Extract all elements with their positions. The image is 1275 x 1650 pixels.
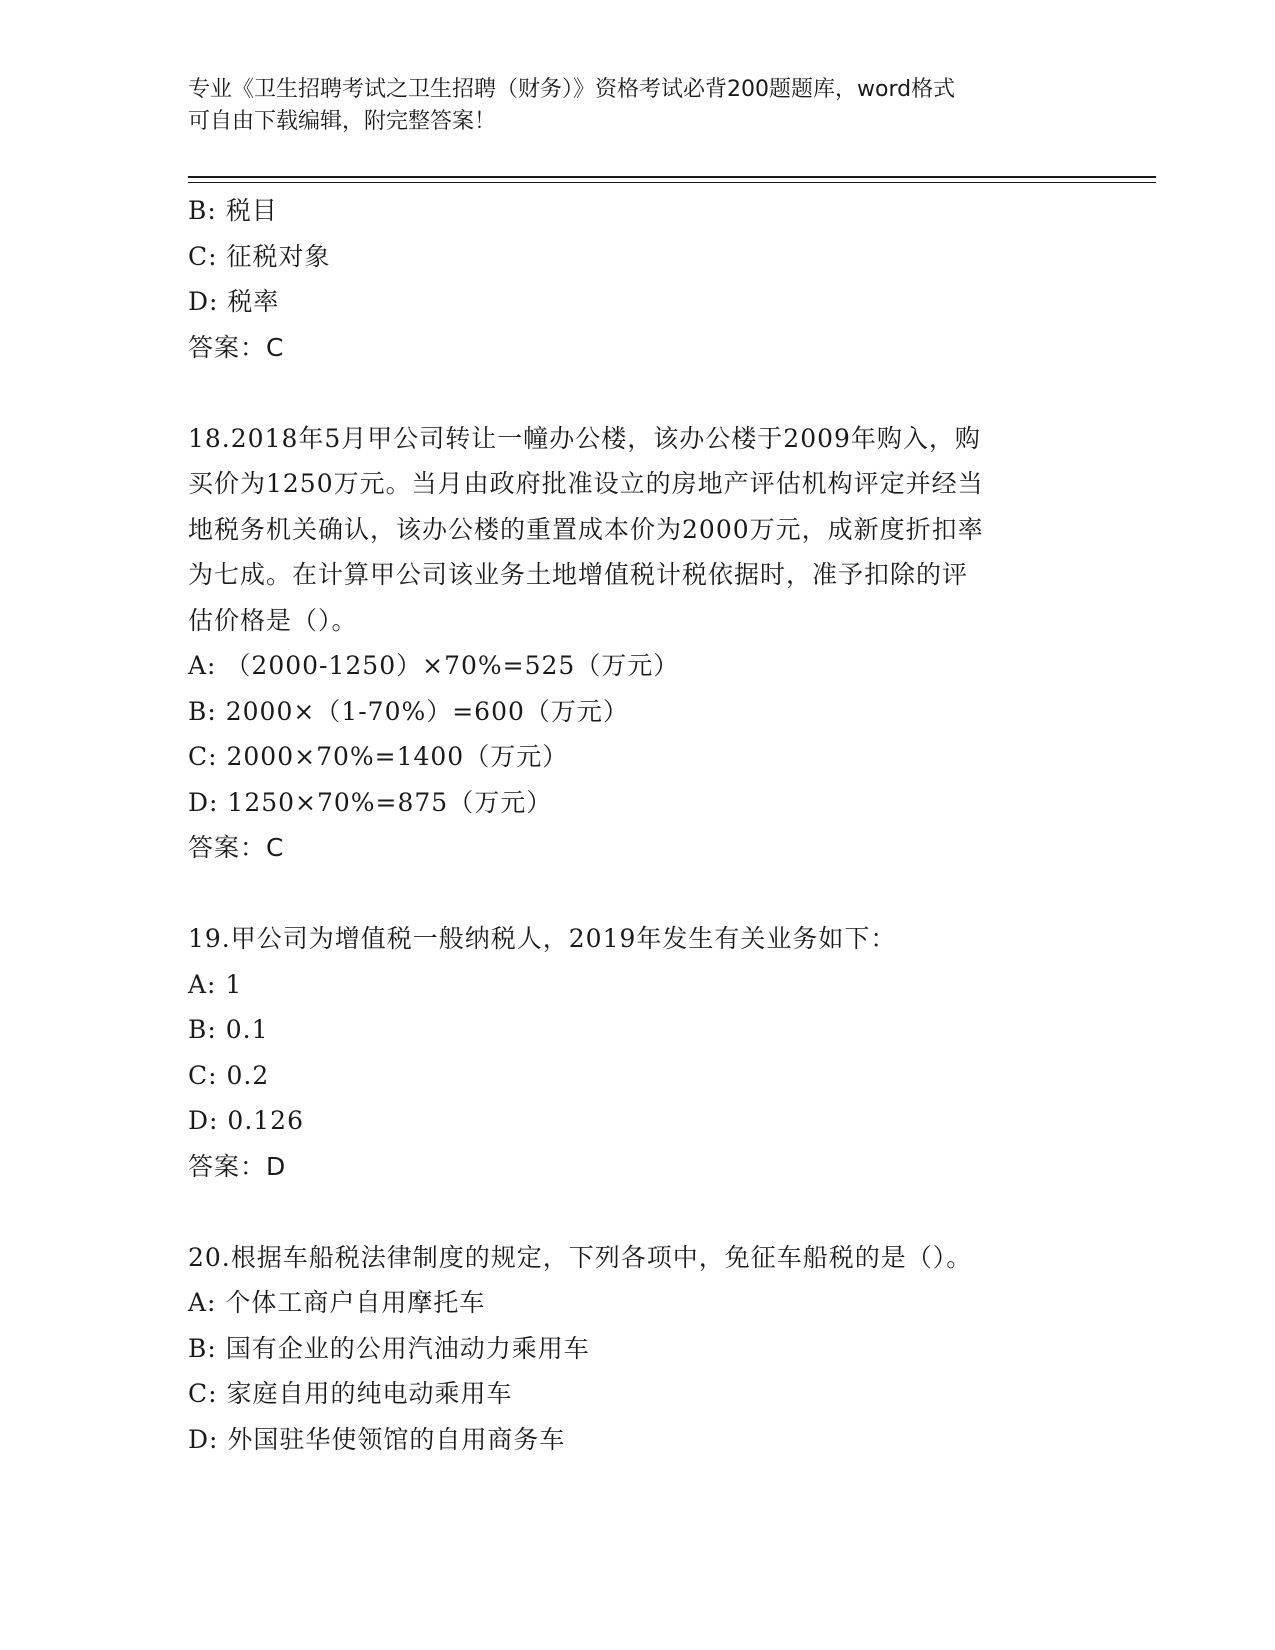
header-title-line-2: 可自由下载编辑，附完整答案！ — [188, 109, 497, 134]
page-header — [188, 74, 1088, 138]
spacer — [188, 370, 1088, 416]
q17-answer: 答案：C — [188, 332, 285, 362]
q20-option-d: D: 外国驻华使领馆的自用商务车 — [188, 1424, 566, 1454]
question-17 — [188, 188, 1088, 370]
q20-stem: 20.根据车船税法律制度的规定，下列各项中，免征车船税的是（）。 — [188, 1242, 973, 1272]
spacer — [188, 1189, 1088, 1235]
q18-stem-line-2: 买价为1250万元。当月由政府批准设立的房地产评估机构评定并经当 — [188, 469, 984, 498]
question-20 — [188, 1235, 1088, 1463]
header-title-line-1: 专业《卫生招聘考试之卫生招聘（财务）》资格考试必背200题题库，word格式 — [188, 77, 956, 102]
q20-option-a: A: 个体工商户自用摩托车 — [188, 1288, 486, 1317]
q18-option-c: C: 2000×70%=1400（万元） — [188, 742, 569, 771]
question-content — [188, 188, 1088, 1462]
q17-option-c: C: 征税对象 — [188, 241, 331, 271]
q18-stem-line-5: 估价格是（）。 — [188, 605, 358, 635]
q20-option-b: B: 国有企业的公用汽油动力乘用车 — [188, 1333, 590, 1363]
q19-option-a: A: 1 — [188, 969, 243, 999]
q18-option-b: B: 2000×（1-70%）=600（万元） — [188, 696, 629, 726]
q18-stem-line-4: 为七成。在计算甲公司该业务土地增值税计税依据时，准予扣除的评 — [188, 560, 969, 589]
q19-option-c: C: 0.2 — [188, 1060, 270, 1090]
q18-stem-line-3: 地税务机关确认，该办公楼的重置成本价为2000万元，成新度折扣率 — [188, 514, 984, 544]
spacer — [188, 871, 1088, 917]
q19-answer: 答案：D — [188, 1151, 287, 1181]
q18-answer: 答案：C — [188, 833, 285, 862]
header-divider-thick — [188, 176, 1156, 178]
q19-option-d: D: 0.126 — [188, 1106, 304, 1135]
q18-stem-line-1: 18.2018年5月甲公司转让一幢办公楼，该办公楼于2009年购入，购 — [188, 423, 981, 453]
q19-option-b: B: 0.1 — [188, 1015, 269, 1044]
question-19 — [188, 916, 1088, 1189]
q17-option-b: B: 税目 — [188, 196, 278, 225]
q18-option-a: A: （2000-1250）×70%=525（万元） — [188, 651, 680, 680]
header-divider-thin — [188, 182, 1156, 183]
q20-option-c: C: 家庭自用的纯电动乘用车 — [188, 1379, 513, 1408]
question-18 — [188, 416, 1088, 871]
q19-stem: 19.甲公司为增值税一般纳税人，2019年发生有关业务如下： — [188, 924, 897, 953]
q18-option-d: D: 1250×70%=875（万元） — [188, 787, 553, 817]
q17-option-d: D: 税率 — [188, 287, 280, 316]
